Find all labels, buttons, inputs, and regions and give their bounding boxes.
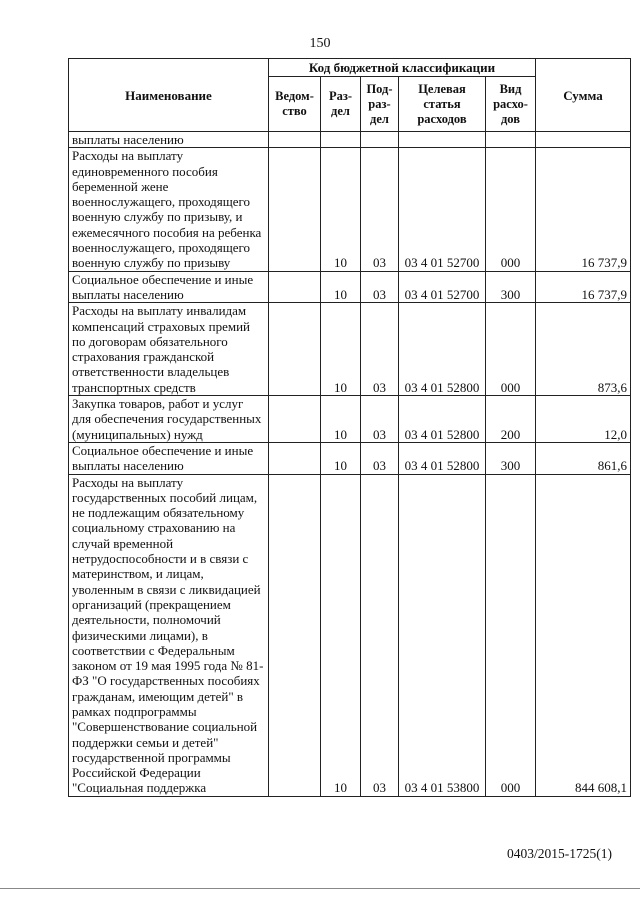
document-code: 0403/2015-1725(1) bbox=[507, 846, 612, 861]
header-section: Раз-дел bbox=[321, 77, 361, 132]
header-name: Наименование bbox=[69, 59, 269, 132]
row-expense-type: 200 bbox=[486, 396, 536, 443]
header-ministry: Ведом-ство bbox=[269, 77, 321, 132]
budget-table bbox=[68, 58, 631, 797]
header-amount: Сумма bbox=[536, 59, 631, 132]
row-amount: 844 608,1 bbox=[536, 474, 631, 796]
page-number: 150 bbox=[309, 36, 331, 51]
row-target: 03 4 01 52800 bbox=[399, 396, 486, 443]
row-subsection bbox=[361, 132, 399, 148]
row-amount: 12,0 bbox=[536, 396, 631, 443]
row-subsection: 03 bbox=[361, 303, 399, 396]
row-section: 10 bbox=[321, 442, 361, 474]
row-subsection: 03 bbox=[361, 474, 399, 796]
table-row bbox=[69, 303, 631, 396]
row-target: 03 4 01 53800 bbox=[399, 474, 486, 796]
row-amount: 873,6 bbox=[536, 303, 631, 396]
row-ministry bbox=[269, 474, 321, 796]
row-ministry bbox=[269, 303, 321, 396]
row-subsection: 03 bbox=[361, 148, 399, 271]
row-expense-type: 300 bbox=[486, 271, 536, 303]
header-code-group: Код бюджетной классификации bbox=[269, 59, 536, 77]
row-amount: 16 737,9 bbox=[536, 148, 631, 271]
bottom-rule bbox=[0, 888, 640, 889]
row-target: 03 4 01 52700 bbox=[399, 271, 486, 303]
row-subsection: 03 bbox=[361, 271, 399, 303]
row-section: 10 bbox=[321, 396, 361, 443]
table-row bbox=[69, 474, 631, 796]
header-expense-type: Вид расхо-дов bbox=[486, 77, 536, 132]
row-amount: 16 737,9 bbox=[536, 271, 631, 303]
row-section: 10 bbox=[321, 271, 361, 303]
row-expense-type bbox=[486, 132, 536, 148]
table-row bbox=[69, 442, 631, 474]
row-target: 03 4 01 52700 bbox=[399, 148, 486, 271]
table-row bbox=[69, 271, 631, 303]
row-name: выплаты населению bbox=[69, 132, 269, 148]
row-target: 03 4 01 52800 bbox=[399, 303, 486, 396]
table-row bbox=[69, 396, 631, 443]
row-expense-type: 300 bbox=[486, 442, 536, 474]
row-section bbox=[321, 132, 361, 148]
row-subsection: 03 bbox=[361, 396, 399, 443]
header-row-top bbox=[69, 59, 631, 77]
row-name: Расходы на выплату инвалидам компенсаций страховых премий по договорам обязательного страхования гражданской ответственности владельцев транспортных средств bbox=[69, 303, 269, 396]
row-target: 03 4 01 52800 bbox=[399, 442, 486, 474]
header-target: Целевая статья расходов bbox=[399, 77, 486, 132]
row-name: Социальное обеспечение и иные выплаты населению bbox=[69, 442, 269, 474]
row-ministry bbox=[269, 271, 321, 303]
row-name: Расходы на выплату единовременного пособия беременной жене военнослужащего, проходящего военную службу по призыву, и ежемесячного пособия на ребенка военнослужащего, проходящего военную службу по призыву bbox=[69, 148, 269, 271]
row-ministry bbox=[269, 396, 321, 443]
table-row bbox=[69, 148, 631, 271]
row-subsection: 03 bbox=[361, 442, 399, 474]
row-expense-type: 000 bbox=[486, 474, 536, 796]
row-amount bbox=[536, 132, 631, 148]
row-name: Закупка товаров, работ и услуг для обеспечения государственных (муниципальных) нужд bbox=[69, 396, 269, 443]
header-subsection: Под-раз-дел bbox=[361, 77, 399, 132]
row-amount: 861,6 bbox=[536, 442, 631, 474]
row-ministry bbox=[269, 148, 321, 271]
row-target bbox=[399, 132, 486, 148]
row-section: 10 bbox=[321, 148, 361, 271]
row-expense-type: 000 bbox=[486, 303, 536, 396]
row-name: Расходы на выплату государственных пособий лицам, не подлежащим обязательному социальному страхованию на случай временной нетрудоспособности и в связи с материнством, и лицам, уволенным в связи с ликвидацией организаций (прекращением деятельности, полномочий физическими лицами), в соответствии с Федеральным законом от 19 мая 1995 года № 81-ФЗ "О государственных пособиях гражданам, имеющим детей" в рамках подпрограммы "Совершенствование социальной поддержки семьи и детей" государственной программы Российской Федерации "Социальная поддержка bbox=[69, 474, 269, 796]
row-section: 10 bbox=[321, 303, 361, 396]
row-ministry bbox=[269, 132, 321, 148]
row-ministry bbox=[269, 442, 321, 474]
row-section: 10 bbox=[321, 474, 361, 796]
row-expense-type: 000 bbox=[486, 148, 536, 271]
table-row bbox=[69, 132, 631, 148]
row-name: Социальное обеспечение и иные выплаты населению bbox=[69, 271, 269, 303]
